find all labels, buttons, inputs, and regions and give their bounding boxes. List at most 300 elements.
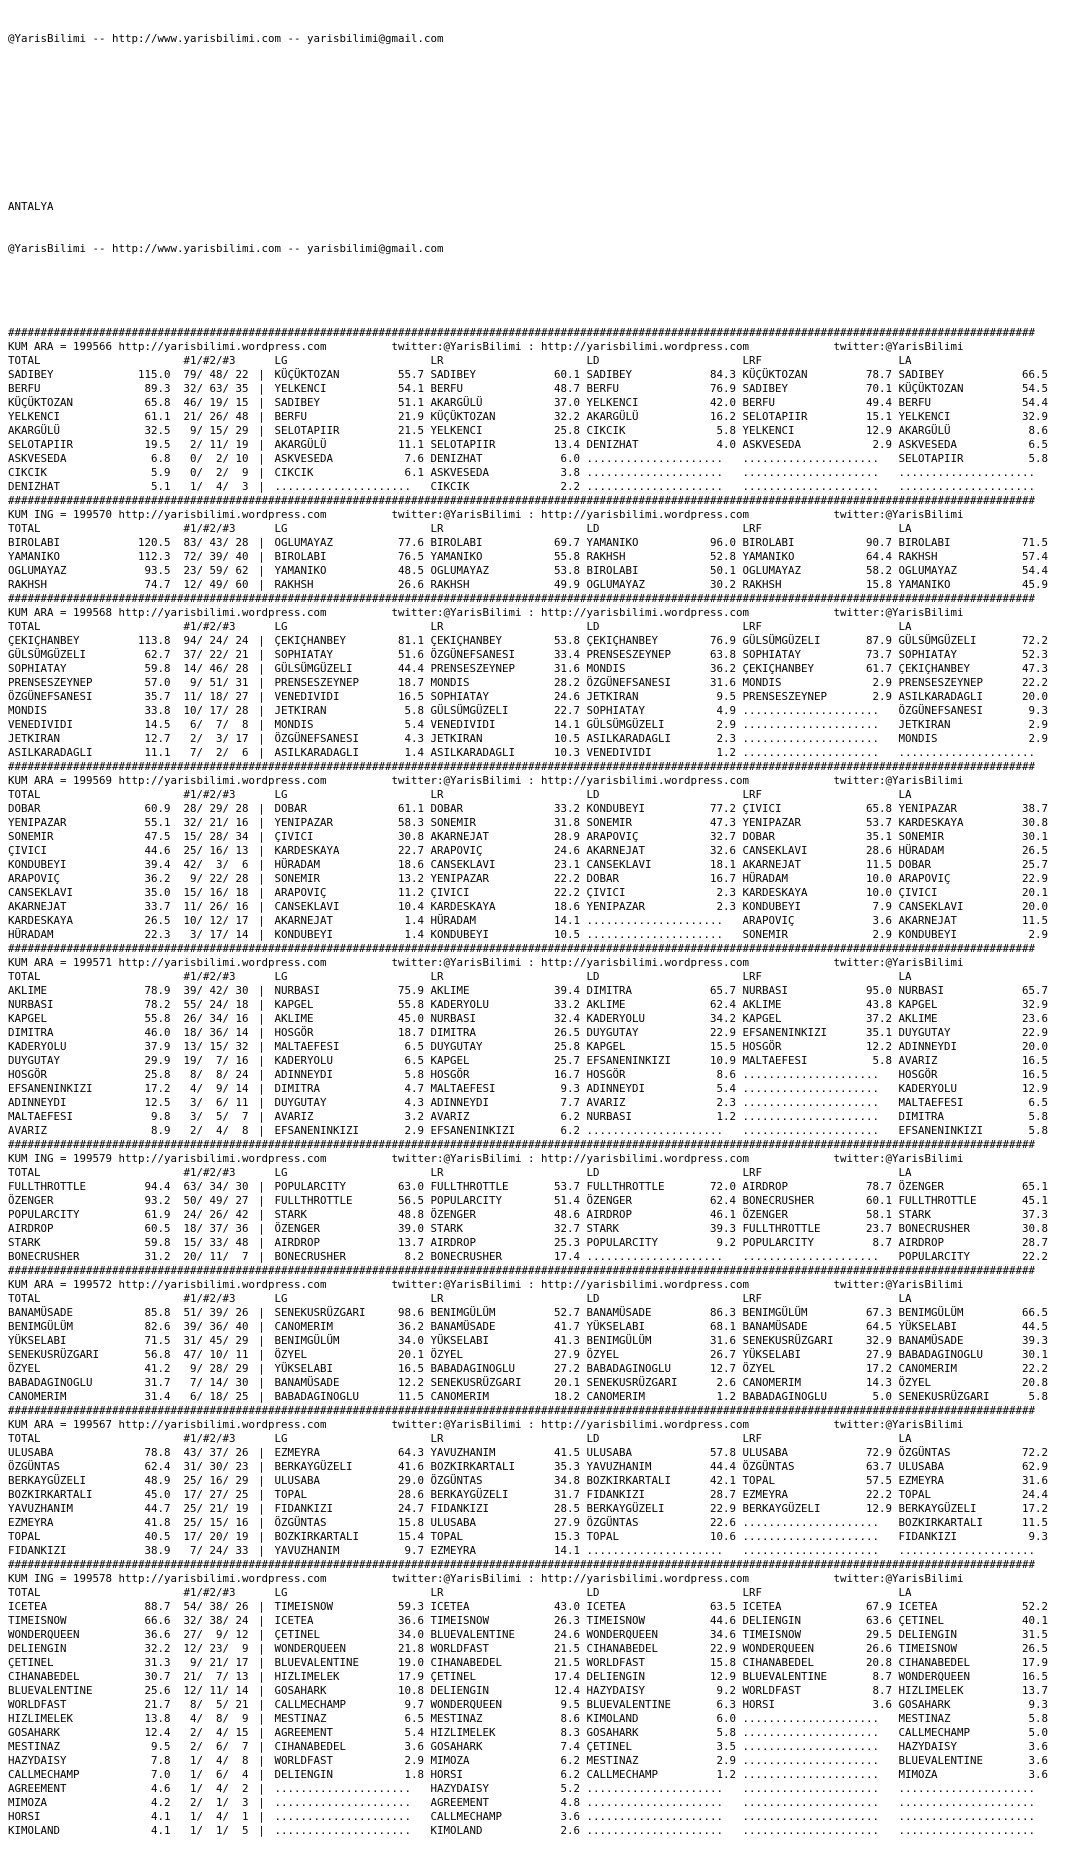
lr-value: 15.3 — [553, 1530, 580, 1543]
ld-value: 68.1 — [709, 1320, 736, 1333]
lrf-value: 90.7 — [865, 536, 892, 549]
la-name: MONDIS — [898, 732, 938, 745]
lg-empty-dots: ..................... — [274, 480, 412, 493]
lrf-name: KAPGEL — [742, 1012, 782, 1025]
la-value: 65.7 — [1021, 984, 1048, 997]
lg-value: 10.8 — [397, 1684, 424, 1697]
lr-value: 8.6 — [560, 1712, 580, 1725]
lrf-value: 10.0 — [865, 886, 892, 899]
column-divider: | — [258, 1376, 265, 1389]
lrf-value: 12.2 — [865, 1040, 892, 1053]
ld-name: JETKIRAN — [586, 690, 639, 703]
la-name: YELKENCI — [898, 410, 951, 423]
la-value: 22.9 — [1021, 1026, 1048, 1039]
horse-name: GÜLSÜMGÜZELI — [8, 648, 87, 661]
lr-name: HIZLIMELEK — [430, 1726, 496, 1739]
lrf-name: ICETEA — [742, 1600, 782, 1613]
col-header-la: LA — [898, 788, 912, 801]
la-empty-dots: ..................... — [898, 1782, 1036, 1795]
total-score: 13.8 — [144, 1712, 171, 1725]
lr-value: 14.1 — [553, 1544, 580, 1557]
lrf-value: 70.1 — [865, 382, 892, 395]
lg-value: 8.2 — [404, 1250, 424, 1263]
lr-value: 53.8 — [553, 564, 580, 577]
column-divider: | — [258, 1320, 265, 1333]
la-value: 65.1 — [1021, 1180, 1048, 1193]
lr-value: 52.7 — [553, 1306, 580, 1319]
lr-name: YENIPAZAR — [430, 872, 490, 885]
la-empty-dots: ..................... — [898, 1810, 1036, 1823]
lr-value: 4.8 — [560, 1796, 580, 1809]
col-header-ld: LD — [586, 1166, 600, 1179]
lrf-empty-dots: ..................... — [742, 480, 880, 493]
la-value: 45.1 — [1021, 1194, 1048, 1207]
total-score: 7.8 — [150, 1754, 171, 1767]
lg-name: OGLUMAYAZ — [274, 536, 334, 549]
la-name: BANAMÜSADE — [898, 1334, 964, 1347]
lg-name: FIDANKIZI — [274, 1502, 334, 1515]
la-value: 32.9 — [1021, 410, 1048, 423]
horse-row — [8, 1670, 1080, 1684]
twitter-handle-heading: twitter:@YarisBilimi — [833, 1278, 964, 1291]
ld-empty-dots: ..................... — [586, 928, 724, 941]
lr-name: CANSEKLAVI — [430, 858, 496, 871]
lr-value: 27.9 — [553, 1516, 580, 1529]
lg-name: EFSANENINKIZI — [274, 1124, 360, 1137]
ld-value: 50.1 — [709, 564, 736, 577]
la-value: 31.6 — [1021, 1474, 1048, 1487]
la-name: YENIPAZAR — [898, 802, 958, 815]
la-name: SELOTAPIIR — [898, 452, 964, 465]
lrf-empty-dots: ..................... — [742, 1768, 880, 1781]
lrf-value: 8.7 — [872, 1236, 892, 1249]
lr-value: 32.2 — [553, 410, 580, 423]
lg-name: HIZLIMELEK — [274, 1670, 340, 1683]
horse-name: JETKIRAN — [8, 732, 61, 745]
total-score: 56.8 — [144, 1348, 171, 1361]
lg-value: 1.4 — [404, 746, 424, 759]
lrf-value: 2.9 — [872, 438, 892, 451]
lr-name: MESTINAZ — [430, 1712, 483, 1725]
total-score: 94.4 — [144, 1180, 171, 1193]
horse-row — [8, 1740, 1080, 1754]
la-value: 30.1 — [1021, 830, 1048, 843]
col-header-lg: LG — [274, 620, 288, 633]
lg-value: 75.9 — [397, 984, 424, 997]
twitter-url-heading: twitter:@YarisBilimi : http://yarisbilimi.wordpress.com — [391, 606, 750, 619]
lrf-value: 2.9 — [872, 928, 892, 941]
lr-name: BABADAGINOGLU — [430, 1362, 516, 1375]
placings-1-2-3: 1/ 1/ 5 — [183, 1824, 249, 1837]
ld-name: ICETEA — [586, 1600, 626, 1613]
lr-name: BERFU — [430, 382, 464, 395]
lrf-value: 3.6 — [872, 1698, 892, 1711]
horse-name: NURBASI — [8, 998, 54, 1011]
ld-name: CIHANABEDEL — [586, 1642, 659, 1655]
placings-1-2-3: 8/ 8/ 24 — [183, 1068, 249, 1081]
la-name: MALTAEFESI — [898, 1096, 964, 1109]
col-header-total: TOTAL — [8, 970, 41, 983]
ld-name: DENIZHAT — [586, 438, 639, 451]
lg-name: YELKENCI — [274, 382, 327, 395]
la-name: TIMEISNOW — [898, 1642, 958, 1655]
la-empty-dots: ..................... — [898, 746, 1036, 759]
horse-name: AKARNEJAT — [8, 900, 67, 913]
col-header-lrf: LRF — [742, 620, 763, 633]
lg-name: ASILKARADAGLI — [274, 746, 360, 759]
col-header-lr: LR — [430, 522, 444, 535]
ld-value: 6.3 — [716, 1698, 736, 1711]
lr-value: 22.7 — [553, 704, 580, 717]
horse-name: TOPAL — [8, 1530, 41, 1543]
lr-name: ÖZGÜNEFSANESI — [430, 648, 516, 661]
total-score: 74.7 — [144, 578, 171, 591]
ld-name: TOPAL — [586, 1530, 620, 1543]
lrf-empty-dots: ..................... — [742, 1068, 880, 1081]
placings-1-2-3: 31/ 45/ 29 — [183, 1334, 249, 1347]
horse-row — [8, 928, 1080, 942]
la-value: 66.5 — [1021, 368, 1048, 381]
total-score: 66.6 — [144, 1614, 171, 1627]
lg-value: 10.4 — [397, 900, 424, 913]
lr-value: 21.5 — [553, 1656, 580, 1669]
horse-row — [8, 1796, 1080, 1810]
ld-name: AVARIZ — [586, 1096, 626, 1109]
lg-value: 18.6 — [397, 858, 424, 871]
column-divider: | — [258, 1208, 265, 1221]
horse-row — [8, 886, 1080, 900]
lr-value: 7.7 — [560, 1096, 580, 1109]
lg-name: CIHANABEDEL — [274, 1740, 347, 1753]
ld-value: 46.1 — [709, 1208, 736, 1221]
lrf-empty-dots: ..................... — [742, 1544, 880, 1557]
placings-1-2-3: 25/ 16/ 29 — [183, 1474, 249, 1487]
horse-row — [8, 1208, 1080, 1222]
la-name: EZMEYRA — [898, 1474, 945, 1487]
lr-name: WORLDFAST — [430, 1642, 490, 1655]
ld-value: 9.2 — [716, 1236, 736, 1249]
col-header-lrf: LRF — [742, 1166, 763, 1179]
lr-name: KONDUBEYI — [430, 928, 490, 941]
ld-value: 10.9 — [709, 1054, 736, 1067]
col-header-la: LA — [898, 970, 912, 983]
column-divider: | — [258, 1810, 265, 1823]
placings-1-2-3: 25/ 21/ 19 — [183, 1502, 249, 1515]
total-score: 62.4 — [144, 1460, 171, 1473]
lg-name: MESTINAZ — [274, 1712, 327, 1725]
section-separator: ############################################################################################################################################################## — [8, 1404, 1036, 1417]
blank-line — [8, 116, 1080, 130]
lg-name: KÜÇÜKTOZAN — [274, 368, 340, 381]
col-header-placings: #1/#2/#3 — [183, 354, 236, 367]
total-score: 32.5 — [144, 424, 171, 437]
lg-empty-dots: ..................... — [274, 1824, 412, 1837]
lg-name: POPULARCITY — [274, 1180, 347, 1193]
lrf-empty-dots: ..................... — [742, 1796, 880, 1809]
col-header-total: TOTAL — [8, 788, 41, 801]
lr-name: ÖZYEL — [430, 1348, 464, 1361]
lg-name: FULLTHROTTLE — [274, 1194, 353, 1207]
placings-1-2-3: 2/ 11/ 19 — [183, 438, 249, 451]
lrf-value: 58.1 — [865, 1208, 892, 1221]
la-name: BENIMGÜLÜM — [898, 1306, 964, 1319]
lr-value: 14.1 — [553, 914, 580, 927]
ld-name: KADERYOLU — [586, 1012, 646, 1025]
lg-value: 9.7 — [404, 1698, 424, 1711]
ld-name: MESTINAZ — [586, 1754, 639, 1767]
lg-value: 17.9 — [397, 1670, 424, 1683]
lrf-name: MALTAEFESI — [742, 1054, 808, 1067]
col-header-ld: LD — [586, 1292, 600, 1305]
horse-name: BENIMGÜLÜM — [8, 1320, 74, 1333]
la-value: 57.4 — [1021, 550, 1048, 563]
lr-name: WONDERQUEEN — [430, 1698, 503, 1711]
ld-name: ULUSABA — [586, 1446, 633, 1459]
lg-name: SELOTAPIIR — [274, 424, 340, 437]
lg-value: 15.8 — [397, 1516, 424, 1529]
total-score: 59.8 — [144, 662, 171, 675]
placings-1-2-3: 79/ 48/ 22 — [183, 368, 249, 381]
lrf-empty-dots: ..................... — [742, 704, 880, 717]
lg-value: 12.2 — [397, 1376, 424, 1389]
horse-row — [8, 578, 1080, 592]
lg-name: SENEKUSRÜZGARI — [274, 1306, 366, 1319]
la-value: 5.0 — [1028, 1726, 1048, 1739]
horse-name: CALLMECHAMP — [8, 1768, 80, 1781]
twitter-handle-heading: twitter:@YarisBilimi — [833, 508, 964, 521]
ld-value: 22.9 — [709, 1502, 736, 1515]
ld-name: BERFU — [586, 382, 620, 395]
col-header-placings: #1/#2/#3 — [183, 1586, 236, 1599]
ld-name: MONDIS — [586, 662, 626, 675]
lrf-empty-dots: ..................... — [742, 1712, 880, 1725]
horse-name: POPULARCITY — [8, 1208, 80, 1221]
horse-row — [8, 858, 1080, 872]
lrf-empty-dots: ..................... — [742, 1754, 880, 1767]
lr-value: 6.0 — [560, 452, 580, 465]
lr-value: 6.2 — [560, 1754, 580, 1767]
lr-name: AKLIME — [430, 984, 470, 997]
lr-value: 49.9 — [553, 578, 580, 591]
total-score: 4.1 — [150, 1810, 171, 1823]
placings-1-2-3: 39/ 42/ 30 — [183, 984, 249, 997]
section-heading — [8, 606, 1080, 620]
race-code-heading: KUM ARA = 199567 http://yarisbilimi.wordpress.com — [8, 1418, 327, 1431]
total-score: 5.9 — [150, 466, 171, 479]
lr-value: 53.7 — [553, 1180, 580, 1193]
placings-1-2-3: 63/ 34/ 30 — [183, 1180, 249, 1193]
lrf-name: BERKAYGÜZELI — [742, 1502, 821, 1515]
la-value: 20.8 — [1021, 1376, 1048, 1389]
column-divider: | — [258, 550, 265, 563]
la-empty-dots: ..................... — [898, 1824, 1036, 1837]
horse-row — [8, 1684, 1080, 1698]
lg-name: DELIENGIN — [274, 1768, 334, 1781]
ld-value: 44.6 — [709, 1614, 736, 1627]
section-separator: ############################################################################################################################################################## — [8, 494, 1036, 507]
ld-value: 39.3 — [709, 1222, 736, 1235]
ld-value: 3.5 — [716, 1740, 736, 1753]
total-score: 46.0 — [144, 1026, 171, 1039]
lr-name: BANAMÜSADE — [430, 1320, 496, 1333]
twitter-url-heading: twitter:@YarisBilimi : http://yarisbilimi.wordpress.com — [391, 1418, 750, 1431]
ld-name: ÇEKIÇHANBEY — [586, 634, 659, 647]
column-divider: | — [258, 830, 265, 843]
lrf-name: GÜLSÜMGÜZELI — [742, 634, 821, 647]
la-name: ADINNEYDI — [898, 1040, 958, 1053]
lr-name: ASILKARADAGLI — [430, 746, 516, 759]
lg-name: EZMEYRA — [274, 1446, 321, 1459]
lrf-name: YELKENCI — [742, 424, 795, 437]
lrf-value: 72.9 — [865, 1446, 892, 1459]
column-divider: | — [258, 1082, 265, 1095]
lg-value: 41.6 — [397, 1460, 424, 1473]
lg-value: 56.5 — [397, 1194, 424, 1207]
lrf-value: 65.8 — [865, 802, 892, 815]
ld-name: BANAMÜSADE — [586, 1306, 652, 1319]
placings-1-2-3: 15/ 28/ 34 — [183, 830, 249, 843]
lg-name: PRENSESZEYNEP — [274, 676, 360, 689]
la-value: 20.0 — [1021, 1040, 1048, 1053]
lrf-value: 37.2 — [865, 1012, 892, 1025]
ld-name: KIMOLAND — [586, 1712, 639, 1725]
lr-name: AVARIZ — [430, 1110, 470, 1123]
col-header-ld: LD — [586, 1432, 600, 1445]
total-score: 7.0 — [150, 1768, 171, 1781]
lg-value: 26.6 — [397, 578, 424, 591]
horse-name: ARAPOVIÇ — [8, 872, 61, 885]
twitter-url-heading: twitter:@YarisBilimi : http://yarisbilimi.wordpress.com — [391, 340, 750, 353]
lg-value: 77.6 — [397, 536, 424, 549]
la-name: HÜRADAM — [898, 844, 945, 857]
lg-name: WORLDFAST — [274, 1754, 334, 1767]
total-score: 9.5 — [150, 1740, 171, 1753]
horse-row — [8, 998, 1080, 1012]
column-divider: | — [258, 1446, 265, 1459]
column-divider: | — [258, 676, 265, 689]
column-divider: | — [258, 1530, 265, 1543]
horse-row — [8, 1334, 1080, 1348]
ld-value: 4.0 — [716, 438, 736, 451]
lg-value: 54.1 — [397, 382, 424, 395]
horse-row — [8, 1726, 1080, 1740]
lr-value: 69.7 — [553, 536, 580, 549]
lr-value: 41.3 — [553, 1334, 580, 1347]
lr-value: 24.6 — [553, 1628, 580, 1641]
section-heading — [8, 340, 1080, 354]
col-header-lg: LG — [274, 1292, 288, 1305]
twitter-handle-heading: twitter:@YarisBilimi — [833, 340, 964, 353]
blank-line — [8, 284, 1080, 298]
horse-row — [8, 1446, 1080, 1460]
la-value: 54.4 — [1021, 564, 1048, 577]
lg-name: CANSEKLAVI — [274, 900, 340, 913]
total-score: 85.8 — [144, 1306, 171, 1319]
horse-row — [8, 480, 1080, 494]
la-value: 52.3 — [1021, 648, 1048, 661]
horse-name: YENIPAZAR — [8, 816, 67, 829]
la-name: BONECRUSHER — [898, 1222, 971, 1235]
horse-name: MONDIS — [8, 704, 48, 717]
lr-value: 2.2 — [560, 480, 580, 493]
lg-name: CANOMERIM — [274, 1320, 334, 1333]
ld-value: 65.7 — [709, 984, 736, 997]
lrf-name: ASKVESEDA — [742, 438, 802, 451]
horse-row — [8, 732, 1080, 746]
lrf-value: 60.1 — [865, 1194, 892, 1207]
lg-name: YAVUZHANIM — [274, 1544, 340, 1557]
lg-name: ARAPOVIÇ — [274, 886, 327, 899]
ld-name: ARAPOVIÇ — [586, 830, 639, 843]
column-header-row — [8, 354, 1080, 368]
ld-name: BOZKIRKARTALI — [586, 1474, 672, 1487]
horse-row — [8, 424, 1080, 438]
la-value: 17.9 — [1021, 1656, 1048, 1669]
ld-value: 63.8 — [709, 648, 736, 661]
twitter-handle-heading: twitter:@YarisBilimi — [833, 774, 964, 787]
placings-1-2-3: 12/ 49/ 60 — [183, 578, 249, 591]
lr-value: 6.2 — [560, 1124, 580, 1137]
lr-name: ÇEKIÇHANBEY — [430, 634, 503, 647]
lg-name: MONDIS — [274, 718, 314, 731]
lg-value: 4.3 — [404, 732, 424, 745]
lr-value: 6.2 — [560, 1110, 580, 1123]
ld-name: YELKENCI — [586, 396, 639, 409]
lg-value: 6.1 — [404, 466, 424, 479]
horse-name: BIROLABI — [8, 536, 61, 549]
la-value: 30.8 — [1021, 816, 1048, 829]
total-score: 82.6 — [144, 1320, 171, 1333]
lg-name: HOSGÖR — [274, 1026, 314, 1039]
la-name: RAKHSH — [898, 550, 938, 563]
lr-name: ASKVESEDA — [430, 466, 490, 479]
placings-1-2-3: 7/ 14/ 30 — [183, 1376, 249, 1389]
la-value: 5.8 — [1028, 1124, 1048, 1137]
lr-name: GÜLSÜMGÜZELI — [430, 704, 509, 717]
lg-name: ULUSABA — [274, 1474, 321, 1487]
la-value: 25.7 — [1021, 858, 1048, 871]
horse-name: SENEKUSRÜZGARI — [8, 1348, 100, 1361]
lr-name: CALLMECHAMP — [430, 1810, 503, 1823]
lg-value: 30.8 — [397, 830, 424, 843]
ld-name: CIKCIK — [586, 424, 626, 437]
lrf-empty-dots: ..................... — [742, 1096, 880, 1109]
la-value: 38.7 — [1021, 802, 1048, 815]
lg-name: JETKIRAN — [274, 704, 327, 717]
ld-name: CANOMERIM — [586, 1390, 646, 1403]
lrf-value: 63.6 — [865, 1614, 892, 1627]
horse-row — [8, 1614, 1080, 1628]
lrf-value: 20.8 — [865, 1656, 892, 1669]
placings-1-2-3: 23/ 59/ 62 — [183, 564, 249, 577]
lg-value: 9.7 — [404, 1544, 424, 1557]
col-header-total: TOTAL — [8, 1292, 41, 1305]
lr-name: BLUEVALENTINE — [430, 1628, 516, 1641]
placings-1-2-3: 31/ 30/ 23 — [183, 1460, 249, 1473]
ld-value: 1.2 — [716, 1390, 736, 1403]
col-header-total: TOTAL — [8, 522, 41, 535]
ld-empty-dots: ..................... — [586, 1810, 724, 1823]
lrf-empty-dots: ..................... — [742, 1726, 880, 1739]
lg-name: ÇETINEL — [274, 1628, 321, 1641]
horse-name: KARDESKAYA — [8, 914, 74, 927]
horse-row — [8, 1460, 1080, 1474]
column-divider: | — [258, 1306, 265, 1319]
lrf-value: 22.2 — [865, 1488, 892, 1501]
ld-value: 5.8 — [716, 1726, 736, 1739]
la-value: 26.5 — [1021, 844, 1048, 857]
ld-value: 2.6 — [716, 1376, 736, 1389]
